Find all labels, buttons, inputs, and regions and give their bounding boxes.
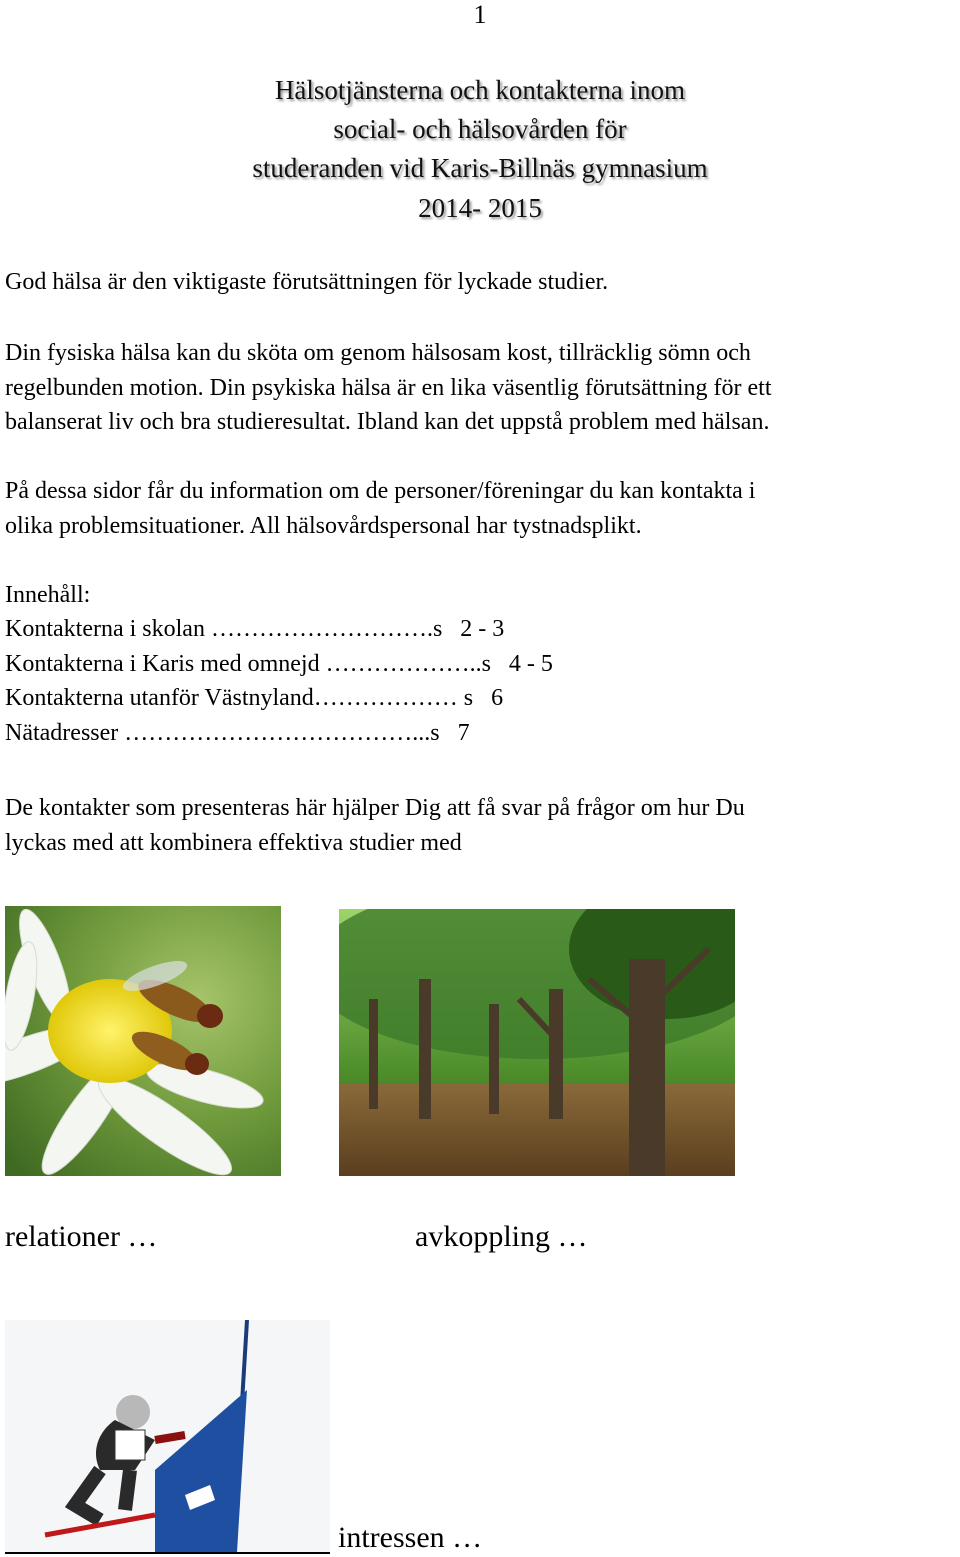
health-paragraph-line-3: balanserat liv och bra studieresultat. Ibland kan det uppstå problem med hälsan. [5,409,770,435]
caption-relaxation: avkoppling … [415,1220,588,1253]
forest-photo [339,909,735,1176]
document-title-line-1: Hälsotjänsterna och kontakterna inom [274,75,686,105]
document-title-line-2: social- och hälsovården för [333,114,627,144]
toc-heading: Innehåll: [5,582,91,608]
caption-relationships: relationer … [5,1220,158,1253]
toc-item-web-addresses: Nätadresser ………………………………...s 7 [5,720,470,746]
toc-item-outside-contacts: Kontakterna utanför Västnyland……………… s 6 [5,685,504,711]
skier-photo [5,1320,330,1552]
closing-paragraph-line-1: De kontakter som presenteras här hjälper Dig att få svar på frågor om hur Du [5,795,745,821]
page-number: 1 [473,0,487,29]
closing-paragraph-line-2: lyckas med att kombinera effektiva studier med [5,830,462,856]
health-paragraph-line-1: Din fysiska hälsa kan du sköta om genom hälsosam kost, tillräcklig sömn och [5,340,751,366]
document-title-line-4: 2014- 2015 [418,193,542,223]
toc-item-school-contacts: Kontakterna i skolan ……………………….s 2 - 3 [5,616,505,642]
document-title-line-3: studeranden vid Karis-Billnäs gymnasium [252,153,708,183]
health-paragraph-line-2: regelbunden motion. Din psykiska hälsa är en lika väsentlig förutsättning för ett [5,375,772,401]
caption-interests: intressen … [338,1521,483,1554]
underline-rule [5,1552,330,1554]
info-paragraph-line-1: På dessa sidor får du information om de personer/föreningar du kan kontakta i [5,478,756,504]
toc-item-karis-contacts: Kontakterna i Karis med omnejd ………………..s 4 - 5 [5,651,553,677]
flower-bee-photo [5,906,281,1176]
intro-sentence: God hälsa är den viktigaste förutsättningen för lyckade studier. [5,269,609,295]
info-paragraph-line-2: olika problemsituationer. All hälsovårdspersonal har tystnadsplikt. [5,513,642,539]
